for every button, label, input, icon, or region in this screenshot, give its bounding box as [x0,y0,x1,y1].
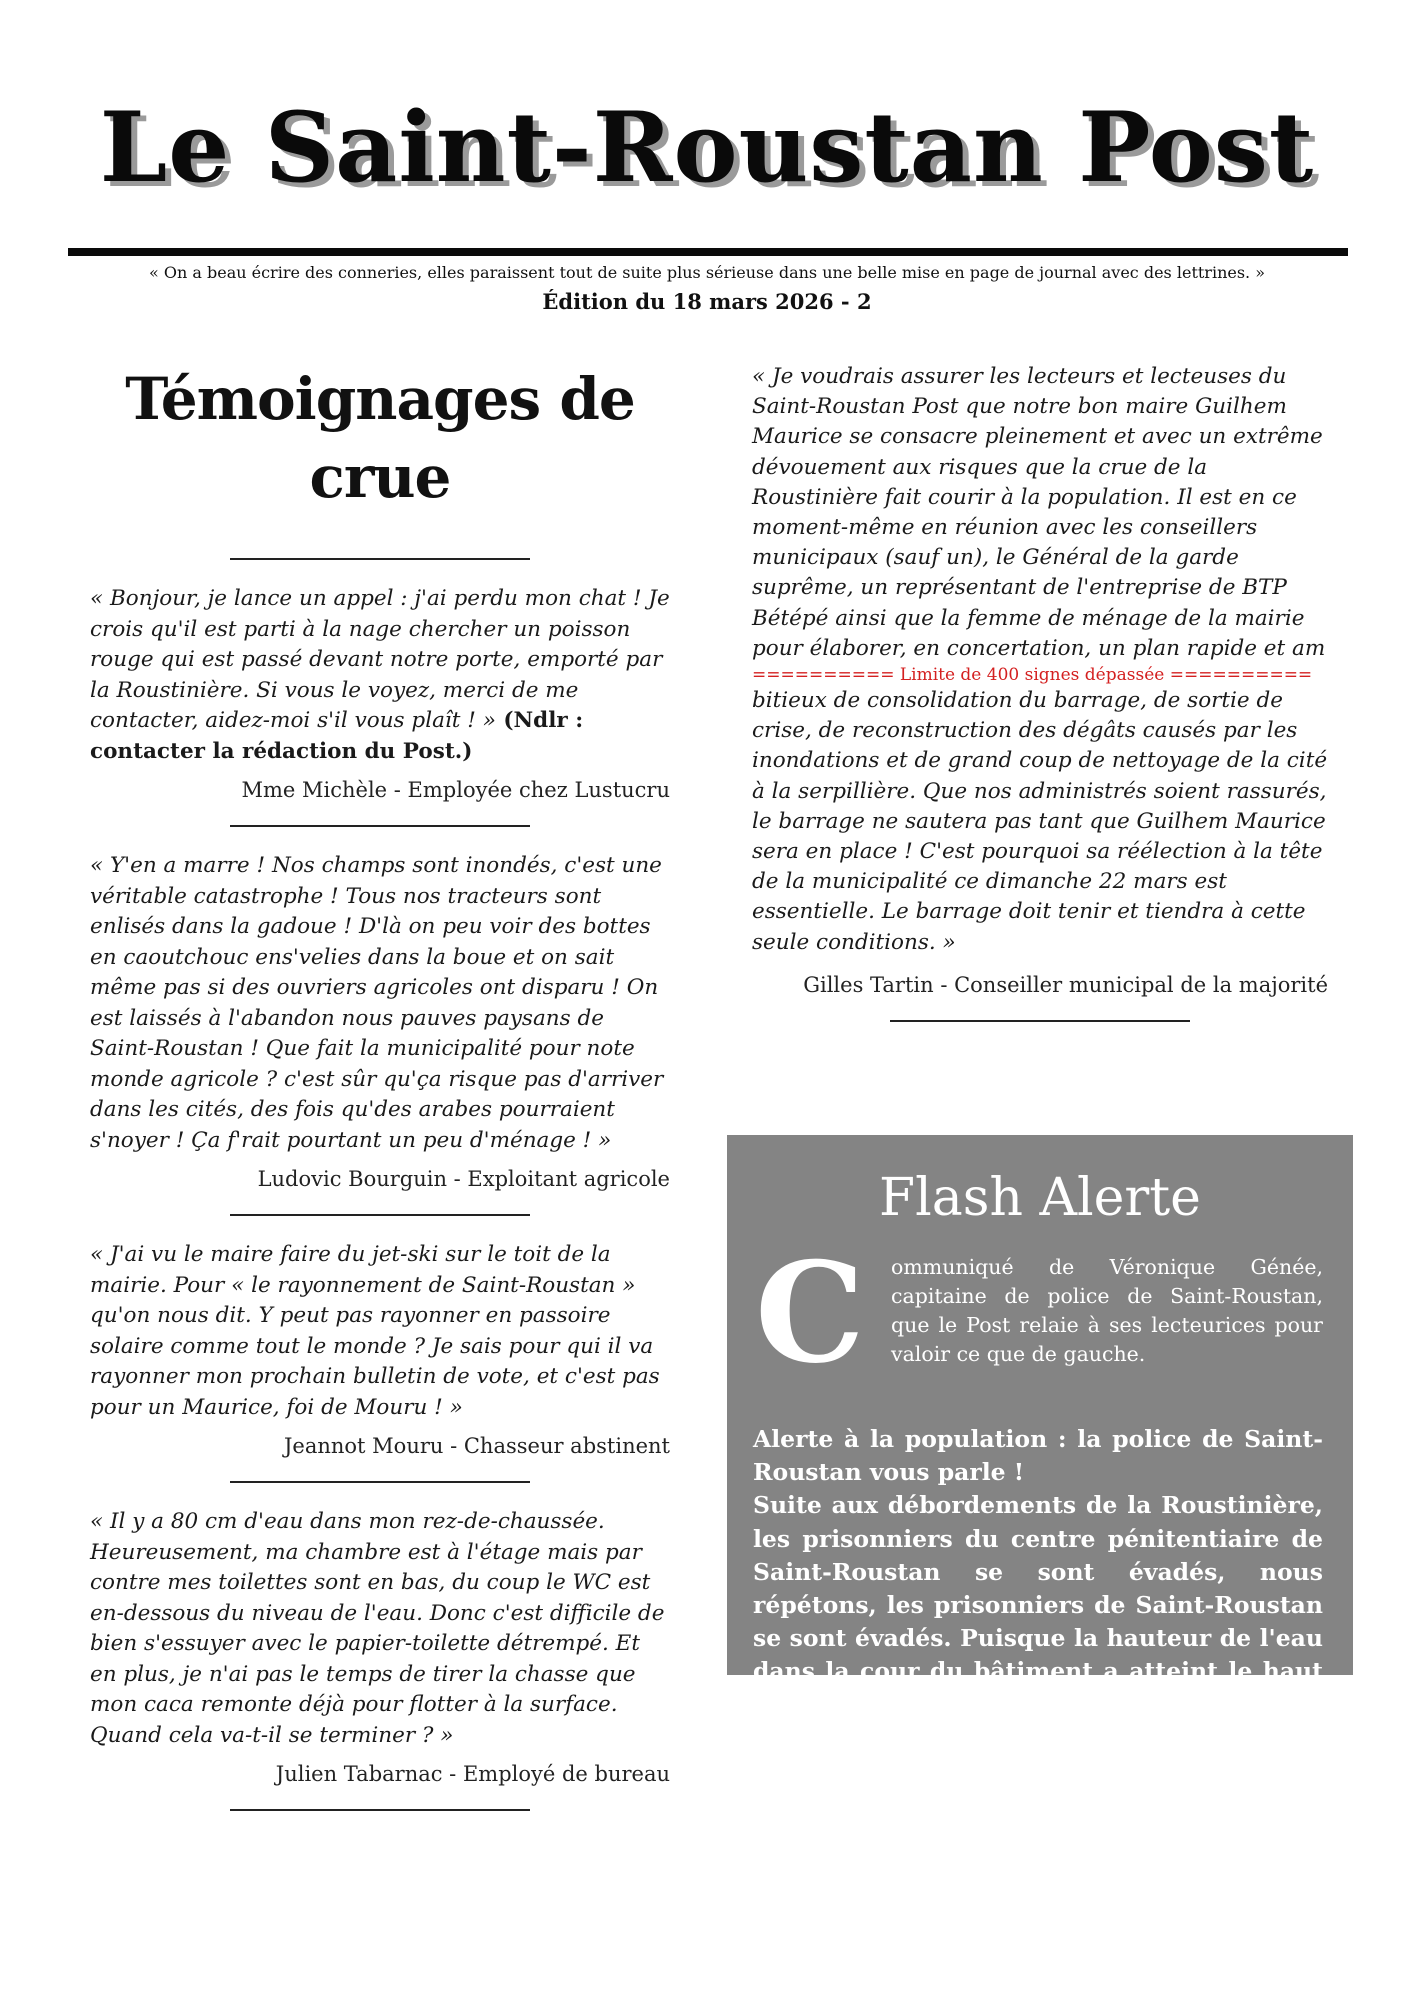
councillor-signature: Gilles Tartin - Conseiller municipal de la majorité [803,972,1328,997]
flash-title: Flash Alerte [879,1168,1201,1228]
editor-note: (Ndlr : contacter la rédaction du Post.) [90,708,584,764]
councillor-quote-part2: bitieux de consolidation du barrage, de sortie de crise, de reconstruction des dégâts causés par les inondations et de grand coup de nettoyage de la cité à la serpillière. Que nos administrés soient rassurés, le barrage ne sautera pas tant que Guilhem Maurice sera en place ! C'est pourquoi sa réélection à la tête de la municipalité ce dimanche 22 mars est essentielle. Le barrage doit tenir et tiendra à cette seule conditions. » [752,688,1328,955]
character-limit-notice: ========== Limite de 400 signes dépassée ========== [752,665,1313,686]
separator [230,1214,530,1216]
separator [890,1020,1190,1022]
flash-intro [755,1231,1323,1394]
drop-cap: C [755,1231,865,1394]
separator [230,1481,530,1483]
separator [230,825,530,827]
testimony-quote [90,584,670,767]
section-title: Témoignages de crue [125,365,635,511]
flash-body [753,1423,1323,1821]
testimonies-column [90,360,670,1811]
testimony-quote: « Il y a 80 cm d'eau dans mon rez-de-chaussée. Heureusement, ma chambre est à l'étage mais par contre mes toilettes sont en bas, du coup le WC est en-dessous du niveau de l'eau. Donc c'est difficile de bien s'essuyer avec le papier-toilette détrempé. Et en plus, je n'ai pas le temps de tirer la chasse que mon caca remonte déjà pour flotter à la surface. Quand cela va-t-il se terminer ? » [90,1509,665,1748]
testimony-quote: « Y'en a marre ! Nos champs sont inondés, c'est une véritable catastrophe ! Tous nos tracteurs sont enlisés dans la gadoue ! D'là on peu voir des bottes en caoutchouc ens'velies dans la boue et on sait même pas si des ouvriers agricoles ont disparu ! On est laissés à l'abandon nous pauves paysans de Saint-Roustan ! Que fait la municipalité pour note monde agricole ? c'est sûr qu'ça risque pas d'arriver dans les cités, des fois qu'des arabes pourraient s'noyer ! Ça f'rait pourtant un peu d'ménage ! » [90,853,664,1153]
flash-intro-text: ommuniqué de Véronique Génée, capitaine de police de Saint-Roustan, que le Post relaie à ses lecteurices pour valoir ce que de gauche. [891,1255,1323,1366]
flash-alert-text: Suite aux débordements de la Roustinière, les prisonniers du centre pénitentiaire de Saint-Roustan se sont évadés, nous répétons, les prisonniers de Saint-Roustan se sont évadés. Puisque la hauteur de l'eau dans la cour du bâtiment a atteint le haut de l'enceinte, ils n'ont eu qu'à nager vers l'extérieur. Attention, certains d'entre eux sont armés de fourchettes à escargots, restez toutes et tous très prudents ! [753,1491,1323,1819]
flash-alert-headline: Alerte à la population : la police de Saint-Roustan vous parle ! [753,1425,1323,1487]
flash-alert-box [727,1135,1353,1819]
testimony-signature: Jeannot Mouru - Chasseur abstinent [284,1434,670,1458]
newspaper-title: Le Saint-Roustan Post [99,91,1315,204]
testimony-signature: Mme Michèle - Employée chez Lustucru [241,778,670,802]
separator [230,558,530,560]
councillor-quote-part1: « Je voudrais assurer les lecteurs et lecteuses du Saint-Roustan Post que notre bon maire Guilhem Maurice se consacre pleinement et avec un extrême dévouement aux risques que la crue de la Roustinière fait courir à la population. Il est en ce moment-même en réunion avec les conseillers municipaux (sauf un), le Général de la garde suprême, un représentant de l'entreprise de BTP Bétépé ainsi que la femme de ménage de la mairie pour élaborer, en concertation, un plan rapide et am [752,364,1326,661]
newspaper-motto: « On a beau écrire des conneries, elles paraissent tout de suite plus sérieuse dans une belle mise en page de journal avec des lettrines. » [148,263,1266,282]
testimony-quote: « J'ai vu le maire faire du jet-ski sur le toit de la mairie. Pour « le rayonnement de Saint-Roustan » qu'on nous dit. Y peut pas rayonner en passoire solaire comme tout le monde ? Je sais pour qui il va rayonner mon prochain bulletin de vote, et c'est pas pour un Maurice, foi de Mouru ! » [90,1242,660,1420]
testimony-signature: Ludovic Bourguin - Exploitant agricole [257,1167,670,1191]
separator [230,1809,530,1811]
testimony-signature: Julien Tabarnac - Employé de bureau [275,1762,670,1786]
councillor-column [752,362,1328,1022]
testimony-text: « Bonjour, je lance un appel : j'ai perdu mon chat ! Je crois qu'il est parti à la nage chercher un poisson rouge qui est passé devant notre porte, emporté par la Roustinière. Si vous le voyez, merci de me contacter, aidez-moi s'il vous plaît ! » [90,586,670,733]
edition-date: Édition du 18 mars 2026 - 2 [542,289,872,314]
masthead-rule [68,248,1348,256]
